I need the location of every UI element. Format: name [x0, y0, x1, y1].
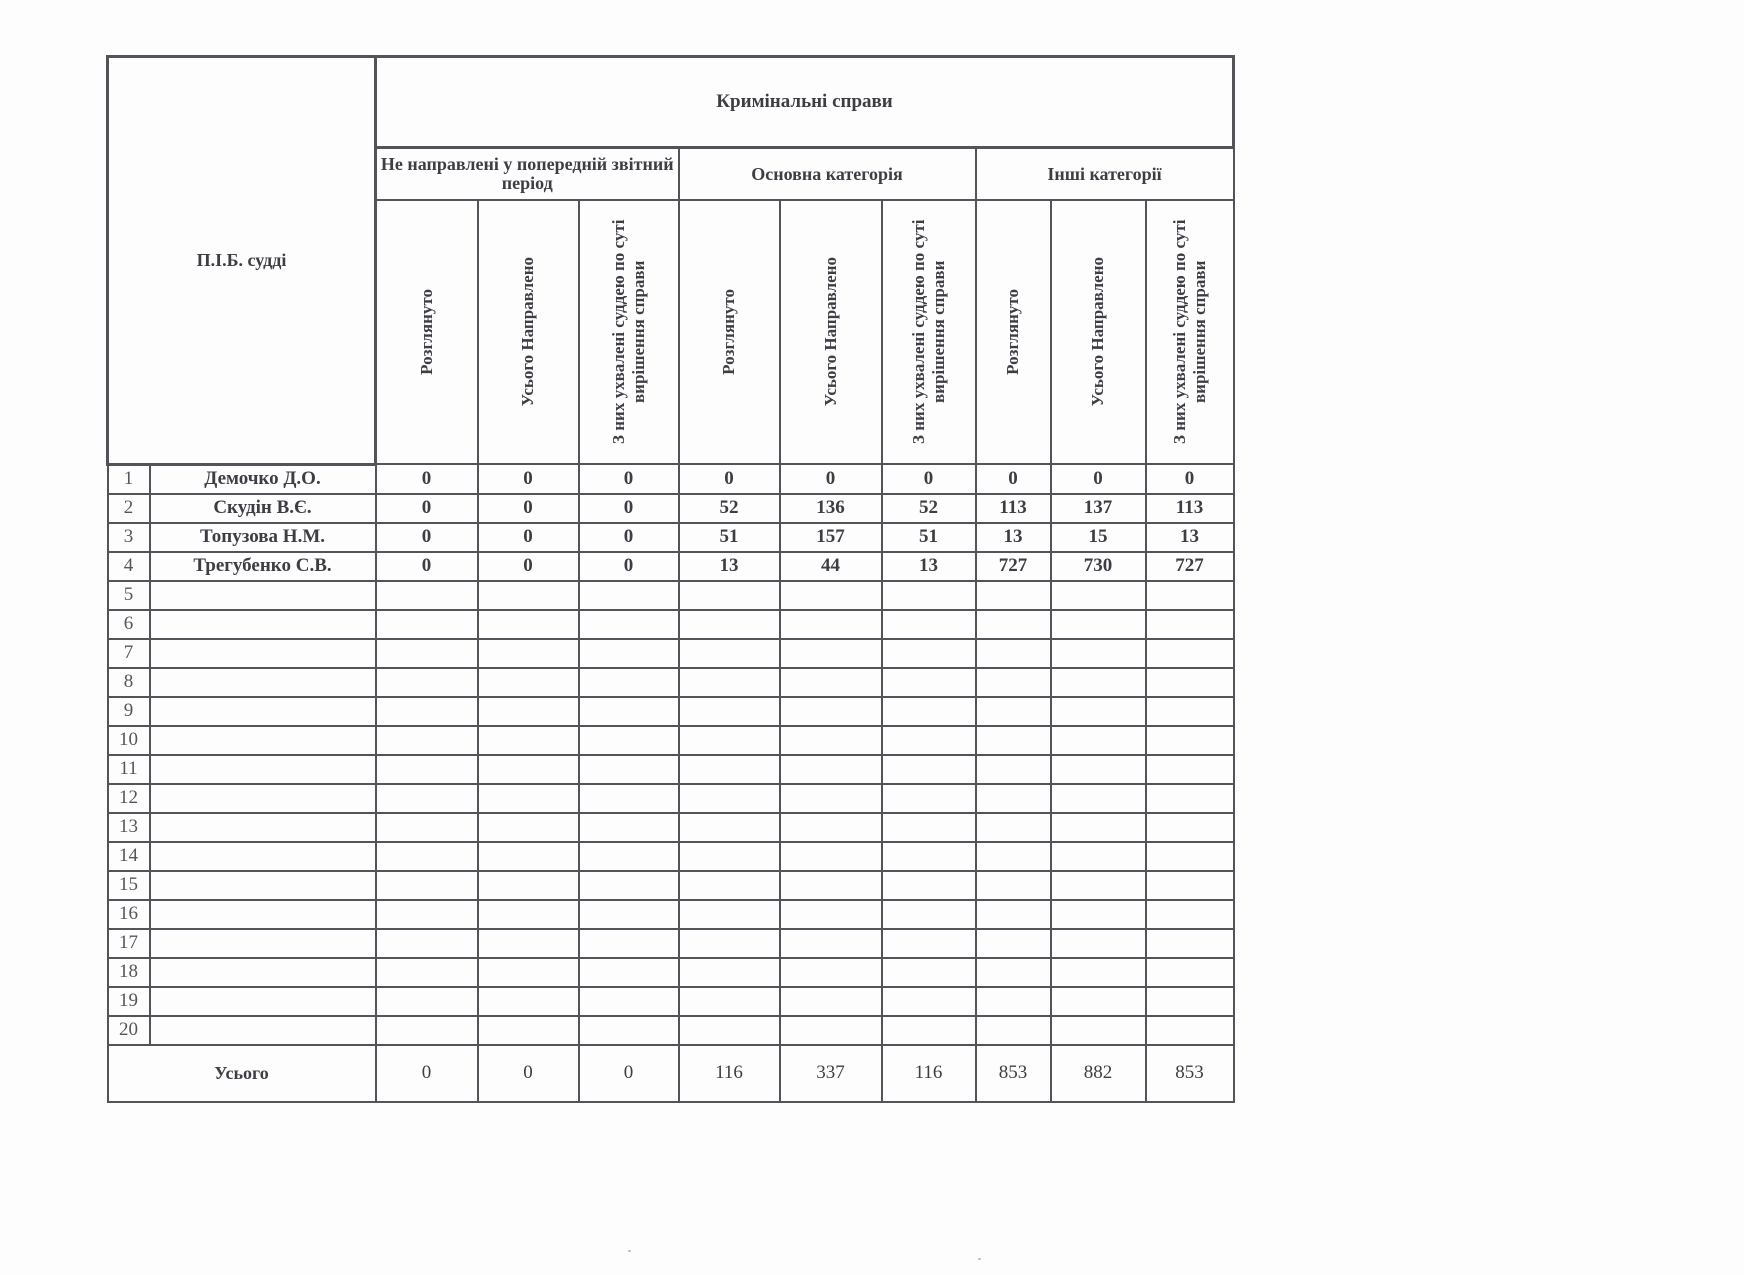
cell-value: [882, 726, 976, 755]
judge-name: [150, 871, 376, 900]
cell-value: [1146, 581, 1234, 610]
cell-value: [882, 668, 976, 697]
cell-value: [976, 784, 1051, 813]
cell-value: 0: [882, 464, 976, 494]
cell-value: [976, 668, 1051, 697]
cell-value: 0: [376, 494, 478, 523]
subcolumn-header: [976, 200, 1051, 464]
cell-value: [679, 697, 780, 726]
table-row: [108, 958, 1234, 987]
cell-value: [579, 726, 679, 755]
cell-value: [1051, 697, 1146, 726]
cell-value: [780, 871, 882, 900]
cell-value: 13: [882, 552, 976, 581]
total-value: 337: [780, 1045, 882, 1102]
cell-value: 0: [579, 494, 679, 523]
cell-value: [976, 639, 1051, 668]
cell-value: [1051, 639, 1146, 668]
cell-value: [1051, 842, 1146, 871]
judge-name: [150, 639, 376, 668]
cell-value: [780, 987, 882, 1016]
cell-value: [1146, 697, 1234, 726]
cell-value: [1146, 1016, 1234, 1045]
cell-value: [1146, 871, 1234, 900]
cell-value: [882, 813, 976, 842]
cell-value: [579, 813, 679, 842]
group-other-categories: Інші категорії: [976, 148, 1234, 201]
cell-value: [882, 842, 976, 871]
cell-value: [1146, 929, 1234, 958]
judge-name: [150, 726, 376, 755]
cell-value: [579, 784, 679, 813]
cell-value: [478, 726, 579, 755]
subcolumn-header: [1051, 200, 1146, 464]
cell-value: 0: [376, 552, 478, 581]
total-value: 0: [579, 1045, 679, 1102]
total-value: 0: [376, 1045, 478, 1102]
cell-value: [780, 639, 882, 668]
judge-name: [150, 784, 376, 813]
cell-value: [882, 929, 976, 958]
row-number: 17: [108, 929, 150, 958]
cell-value: 13: [976, 523, 1051, 552]
cell-value: [882, 958, 976, 987]
cell-value: [1051, 755, 1146, 784]
cell-value: [1146, 987, 1234, 1016]
judge-name: [150, 987, 376, 1016]
subcolumn-header-label: Розглянуто: [719, 289, 738, 375]
cell-value: [376, 958, 478, 987]
cell-value: [780, 784, 882, 813]
cell-value: [1146, 668, 1234, 697]
cell-value: [1146, 900, 1234, 929]
cell-value: [478, 784, 579, 813]
row-number: 1: [108, 464, 150, 494]
cell-value: [579, 639, 679, 668]
cell-value: [1051, 668, 1146, 697]
row-number: 4: [108, 552, 150, 581]
cell-value: [1051, 929, 1146, 958]
table-row: [108, 929, 1234, 958]
cell-value: 0: [1051, 464, 1146, 494]
cell-value: [1051, 581, 1146, 610]
cell-value: [780, 668, 882, 697]
cell-value: [780, 581, 882, 610]
table-row: [108, 900, 1234, 929]
total-value: 116: [679, 1045, 780, 1102]
cell-value: [478, 581, 579, 610]
cell-value: 137: [1051, 494, 1146, 523]
cell-value: [478, 755, 579, 784]
cell-value: [780, 842, 882, 871]
cell-value: [376, 726, 478, 755]
cell-value: [882, 1016, 976, 1045]
cell-value: [478, 668, 579, 697]
row-number: 16: [108, 900, 150, 929]
cell-value: 136: [780, 494, 882, 523]
cell-value: 44: [780, 552, 882, 581]
cell-value: [1051, 813, 1146, 842]
subcolumn-header-label: З них ухвалені суддею по суті вирішення справи: [608, 219, 648, 445]
cell-value: [976, 871, 1051, 900]
table-row: [108, 494, 1234, 523]
cell-value: 15: [1051, 523, 1146, 552]
cell-value: [376, 610, 478, 639]
judge-name: [150, 755, 376, 784]
cell-value: [780, 900, 882, 929]
total-label: Усього: [108, 1045, 376, 1102]
cell-value: [679, 842, 780, 871]
cell-value: [579, 610, 679, 639]
cell-value: 0: [976, 464, 1051, 494]
cell-value: 113: [1146, 494, 1234, 523]
judge-name: Скудін В.Є.: [150, 494, 376, 523]
subcolumn-header-label: Розглянуто: [416, 289, 436, 375]
subcolumn-header: [376, 200, 478, 464]
table-row: [108, 871, 1234, 900]
cell-value: [882, 900, 976, 929]
cell-value: [679, 871, 780, 900]
table-row: [108, 813, 1234, 842]
table-row: [108, 1016, 1234, 1045]
table-row: [108, 464, 1234, 494]
cell-value: [579, 958, 679, 987]
cell-value: [976, 755, 1051, 784]
row-number: 2: [108, 494, 150, 523]
judge-name: [150, 842, 376, 871]
cell-value: 0: [1146, 464, 1234, 494]
cell-value: 52: [882, 494, 976, 523]
cell-value: [376, 929, 478, 958]
cell-value: [882, 581, 976, 610]
cell-value: [376, 1016, 478, 1045]
cell-value: 730: [1051, 552, 1146, 581]
cell-value: [780, 929, 882, 958]
cell-value: 0: [780, 464, 882, 494]
cell-value: [376, 697, 478, 726]
cell-value: [376, 813, 478, 842]
judge-name: [150, 610, 376, 639]
table-row: [108, 610, 1234, 639]
cell-value: [679, 784, 780, 813]
cell-value: [478, 697, 579, 726]
cell-value: [376, 755, 478, 784]
cell-value: [882, 755, 976, 784]
row-number: 8: [108, 668, 150, 697]
table-row: [108, 755, 1234, 784]
cell-value: [1051, 726, 1146, 755]
cell-value: [976, 726, 1051, 755]
judge-name: [150, 1016, 376, 1045]
table-row: [108, 668, 1234, 697]
cell-value: [579, 668, 679, 697]
table-row: [108, 987, 1234, 1016]
cell-value: [882, 987, 976, 1016]
cell-value: 157: [780, 523, 882, 552]
cell-value: [882, 610, 976, 639]
cell-value: 52: [679, 494, 780, 523]
row-number: 15: [108, 871, 150, 900]
cell-value: [478, 987, 579, 1016]
cell-value: [478, 1016, 579, 1045]
row-number: 9: [108, 697, 150, 726]
cell-value: 727: [1146, 552, 1234, 581]
scan-speck: [978, 1258, 981, 1260]
row-number: 19: [108, 987, 150, 1016]
cell-value: [579, 697, 679, 726]
table-row: [108, 581, 1234, 610]
row-number: 14: [108, 842, 150, 871]
report-sheet: [106, 55, 1232, 1103]
cell-value: [376, 639, 478, 668]
cell-value: [976, 610, 1051, 639]
judge-name: [150, 581, 376, 610]
table-row: [108, 697, 1234, 726]
subcolumn-header-label: Усього Направлено: [518, 257, 537, 407]
judge-name: [150, 813, 376, 842]
subcolumn-header: [1146, 200, 1234, 464]
cell-value: [976, 581, 1051, 610]
cell-value: [478, 900, 579, 929]
cell-value: 0: [478, 494, 579, 523]
cell-value: [579, 900, 679, 929]
cell-value: [679, 929, 780, 958]
cell-value: [679, 639, 780, 668]
cell-value: [1051, 900, 1146, 929]
cell-value: [1146, 610, 1234, 639]
cell-value: [376, 842, 478, 871]
cell-value: [679, 900, 780, 929]
cell-value: 113: [976, 494, 1051, 523]
cell-value: [1146, 726, 1234, 755]
cell-value: [882, 871, 976, 900]
cell-value: 0: [376, 523, 478, 552]
judge-name: Топузова Н.М.: [150, 523, 376, 552]
cell-value: [679, 987, 780, 1016]
cell-value: [1051, 871, 1146, 900]
cell-value: [780, 1016, 882, 1045]
cell-value: [1146, 784, 1234, 813]
cell-value: [679, 755, 780, 784]
cell-value: [1051, 610, 1146, 639]
cell-value: [376, 784, 478, 813]
scan-speck: [628, 1250, 631, 1252]
total-value: 853: [976, 1045, 1051, 1102]
cell-value: [679, 726, 780, 755]
cell-value: [1051, 1016, 1146, 1045]
row-number: 12: [108, 784, 150, 813]
row-number: 10: [108, 726, 150, 755]
table-row: [108, 784, 1234, 813]
cell-value: [679, 1016, 780, 1045]
cell-value: [976, 958, 1051, 987]
cell-value: [579, 842, 679, 871]
judge-name: Демочко Д.О.: [150, 464, 376, 494]
table-body: [108, 464, 1234, 1045]
row-number: 18: [108, 958, 150, 987]
row-number: 20: [108, 1016, 150, 1045]
cell-value: [1051, 784, 1146, 813]
criminal-cases-title: Кримінальні справи: [376, 57, 1234, 148]
cell-value: [679, 581, 780, 610]
cell-value: [478, 842, 579, 871]
cell-value: [976, 900, 1051, 929]
cell-value: [1051, 987, 1146, 1016]
total-value: 882: [1051, 1045, 1146, 1102]
cell-value: 0: [376, 464, 478, 494]
cell-value: [1146, 958, 1234, 987]
cell-value: [1146, 813, 1234, 842]
total-row: [108, 1045, 1234, 1102]
group-main-category: Основна категорія: [679, 148, 976, 201]
cell-value: [579, 987, 679, 1016]
cell-value: [1146, 639, 1234, 668]
cell-value: [376, 668, 478, 697]
table-row: [108, 552, 1234, 581]
cell-value: [579, 581, 679, 610]
subcolumn-header: [478, 200, 579, 464]
cell-value: 13: [679, 552, 780, 581]
cell-value: [1146, 842, 1234, 871]
cell-value: [976, 929, 1051, 958]
subcolumn-header: [679, 200, 780, 464]
cell-value: [780, 610, 882, 639]
cell-value: [478, 929, 579, 958]
subcolumn-header: [579, 200, 679, 464]
row-number: 3: [108, 523, 150, 552]
cell-value: 727: [976, 552, 1051, 581]
total-value: 0: [478, 1045, 579, 1102]
cell-value: [882, 697, 976, 726]
cell-value: [376, 871, 478, 900]
judge-name: [150, 668, 376, 697]
cell-value: [478, 813, 579, 842]
cell-value: [976, 813, 1051, 842]
subcolumn-header-label: З них ухвалені суддею по суті вирішення справи: [1169, 219, 1209, 445]
criminal-cases-table: [106, 55, 1235, 1103]
cell-value: 0: [478, 552, 579, 581]
subcolumn-header-label: Усього Направлено: [1088, 257, 1107, 407]
table-row: [108, 726, 1234, 755]
judge-name: Трегубенко С.В.: [150, 552, 376, 581]
cell-value: [579, 871, 679, 900]
cell-value: [882, 639, 976, 668]
judge-name: [150, 697, 376, 726]
table-row: [108, 523, 1234, 552]
cell-value: [679, 958, 780, 987]
cell-value: [780, 813, 882, 842]
cell-value: [780, 697, 882, 726]
table-row: [108, 639, 1234, 668]
judge-name-header: П.І.Б. судді: [108, 57, 376, 465]
cell-value: 51: [679, 523, 780, 552]
judge-name: [150, 900, 376, 929]
cell-value: [679, 668, 780, 697]
cell-value: 0: [579, 523, 679, 552]
cell-value: [679, 610, 780, 639]
cell-value: [780, 726, 882, 755]
cell-value: [579, 929, 679, 958]
table-row: [108, 842, 1234, 871]
cell-value: 51: [882, 523, 976, 552]
cell-value: 0: [478, 464, 579, 494]
cell-value: [478, 871, 579, 900]
cell-value: [780, 958, 882, 987]
cell-value: [976, 1016, 1051, 1045]
subcolumn-header-label: Розглянуто: [1003, 289, 1022, 375]
group-not-sent-previous-period: Не направлені у попередній звітний період: [376, 148, 679, 201]
judge-name: [150, 958, 376, 987]
subcolumn-header: [780, 200, 882, 464]
cell-value: [882, 784, 976, 813]
cell-value: 0: [478, 523, 579, 552]
cell-value: 0: [579, 552, 679, 581]
total-value: 116: [882, 1045, 976, 1102]
subcolumn-header-label: З них ухвалені суддею по суті вирішення справи: [908, 219, 948, 445]
cell-value: [478, 610, 579, 639]
table-header: [108, 57, 1234, 465]
cell-value: [376, 581, 478, 610]
cell-value: [1146, 755, 1234, 784]
row-number: 7: [108, 639, 150, 668]
row-number: 5: [108, 581, 150, 610]
cell-value: [478, 958, 579, 987]
row-number: 13: [108, 813, 150, 842]
subcolumn-header: [882, 200, 976, 464]
cell-value: 13: [1146, 523, 1234, 552]
cell-value: [376, 900, 478, 929]
cell-value: 0: [579, 464, 679, 494]
cell-value: [780, 755, 882, 784]
row-number: 11: [108, 755, 150, 784]
subcolumn-header-label: Усього Направлено: [820, 257, 840, 407]
cell-value: [478, 639, 579, 668]
cell-value: [976, 697, 1051, 726]
cell-value: 0: [679, 464, 780, 494]
cell-value: [976, 842, 1051, 871]
cell-value: [579, 1016, 679, 1045]
cell-value: [1051, 958, 1146, 987]
cell-value: [976, 987, 1051, 1016]
total-value: 853: [1146, 1045, 1234, 1102]
cell-value: [579, 755, 679, 784]
cell-value: [679, 813, 780, 842]
judge-name: [150, 929, 376, 958]
row-number: 6: [108, 610, 150, 639]
cell-value: [376, 987, 478, 1016]
